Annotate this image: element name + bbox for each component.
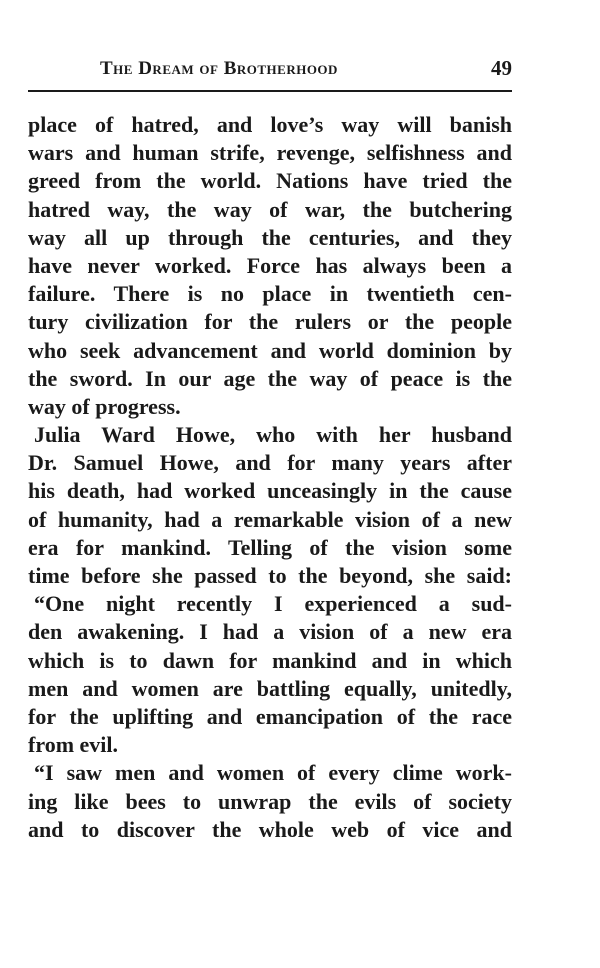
text-line: of humanity, had a remarkable vision of a new [28, 506, 512, 532]
text-line: failure. There is no place in twentieth cen- [28, 281, 512, 307]
text-line: have never worked. Force has always been a [28, 252, 512, 278]
text-line: Julia Ward Howe, who with her husband [34, 422, 512, 448]
text-line: greed from the world. Nations have tried the [28, 168, 512, 194]
text-line: wars and human strife, revenge, selfishness and [28, 140, 512, 166]
text-line: time before she passed to the beyond, she said: [28, 563, 512, 588]
running-title: The Dream of Brotherhood [100, 58, 338, 79]
text-line: from evil. [28, 732, 119, 758]
text-line: “I saw men and women of every clime work- [34, 760, 512, 786]
body-text [28, 111, 512, 844]
text-line: Dr. Samuel Howe, and for many years after [28, 450, 512, 476]
text-line: tury civilization for the rulers or the people [28, 309, 512, 335]
text-line: for the uplifting and emancipation of the race [28, 703, 512, 729]
text-line: hatred way, the way of war, the butchering [28, 196, 512, 222]
text-line: who seek advancement and world dominion by [28, 337, 512, 363]
text-line: the sword. In our age the way of peace is the [28, 365, 512, 391]
text-line: den awakening. I had a vision of a new era [28, 619, 512, 645]
text-line: and to discover the whole web of vice and [28, 816, 512, 842]
text-line: way of progress. [28, 393, 181, 419]
text-line: era for mankind. Telling of the vision some [28, 534, 512, 560]
page-number: 49 [491, 56, 512, 80]
text-line: way all up through the centuries, and they [28, 224, 512, 250]
text-line: which is to dawn for mankind and in which [28, 647, 512, 673]
running-head [28, 56, 512, 86]
header-rule [28, 90, 512, 92]
text-line: ing like bees to unwrap the evils of society [28, 788, 512, 814]
text-line: “One night recently I experienced a sud- [34, 591, 512, 617]
text-line: his death, had worked unceasingly in the cause [28, 478, 512, 504]
text-line: men and women are battling equally, unitedly, [28, 675, 512, 701]
text-line: place of hatred, and love’s way will banish [28, 112, 512, 137]
